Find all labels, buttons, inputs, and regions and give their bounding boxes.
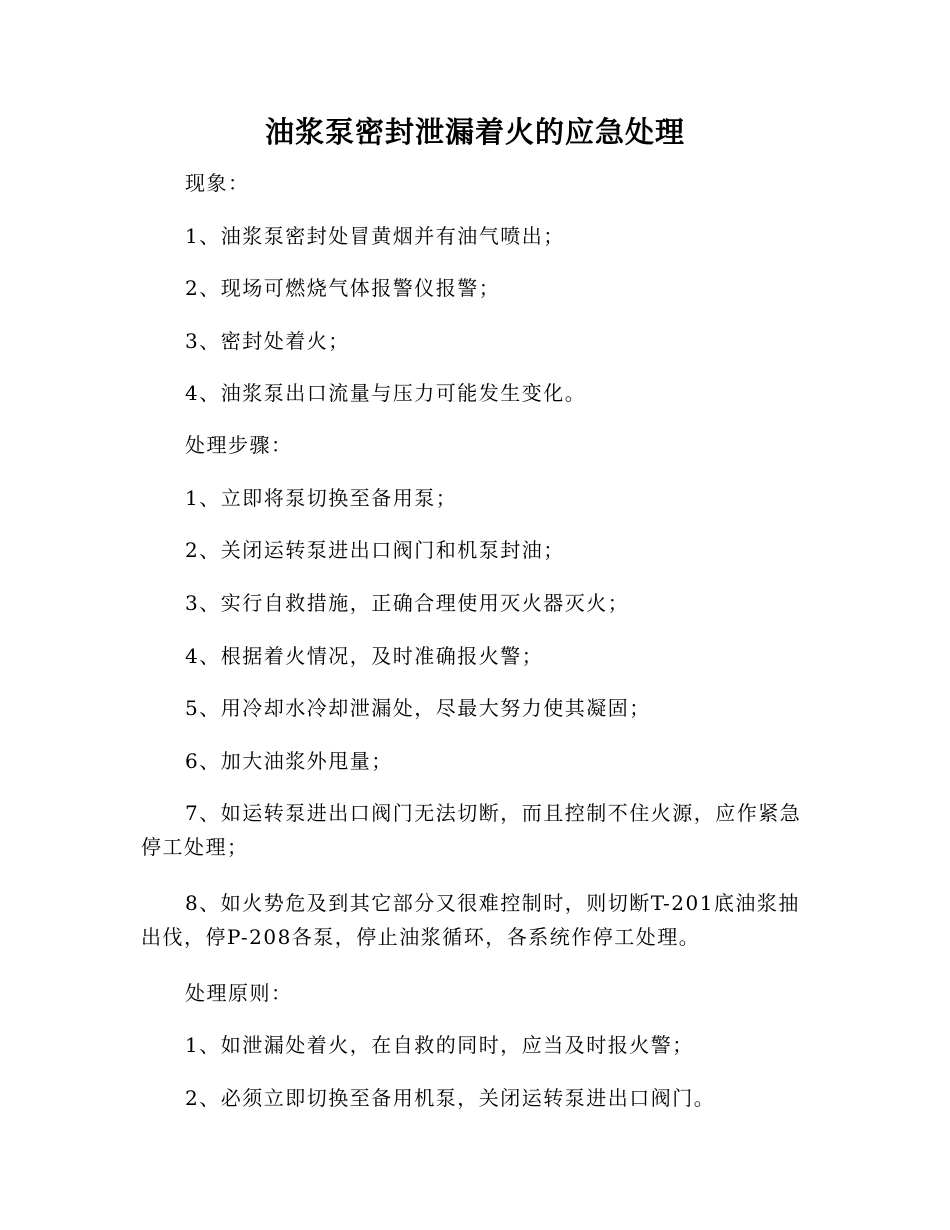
section-heading-steps: 处理步骤： (185, 433, 293, 457)
step-item-8: 8、如火势危及到其它部分又很难控制时，则切断T-201底油浆抽出伐，停P-208各泵，停止油浆循环，各系统作停工处理。 (141, 891, 800, 949)
section-heading-phenomenon: 现象： (185, 171, 250, 195)
step-item-1: 1、立即将泵切换至备用泵； (185, 486, 458, 510)
phenomenon-item-3: 3、密封处着火； (185, 329, 350, 353)
step-item-6: 6、加大油浆外甩量； (185, 749, 393, 773)
phenomenon-item-1: 1、油浆泵密封处冒黄烟并有油气喷出； (185, 224, 565, 248)
step-item-3: 3、实行自救措施，正确合理使用灭火器灭火； (185, 591, 630, 615)
step-item-7: 7、如运转泵进出口阀门无法切断，而且控制不住火源，应作紧急停工处理； (141, 801, 802, 859)
section-heading-principles: 处理原则： (185, 981, 293, 1005)
phenomenon-item-4: 4、油浆泵出口流量与压力可能发生变化。 (185, 381, 587, 405)
principle-item-1: 1、如泄漏处着火，在自救的同时，应当及时报火警； (185, 1033, 694, 1057)
document-title: 油浆泵密封泄漏着火的应急处理 (264, 115, 685, 149)
step-item-5: 5、用冷却水冷却泄漏处，尽最大努力使其凝固； (185, 696, 651, 720)
phenomenon-item-2: 2、现场可燃烧气体报警仪报警； (185, 276, 501, 300)
step-item-2: 2、关闭运转泵进出口阀门和机泵封油； (185, 538, 565, 562)
principle-item-2: 2、必须立即切换至备用机泵，关闭运转泵进出口阀门。 (185, 1086, 716, 1110)
step-item-4: 4、根据着火情况，及时准确报火警； (185, 644, 544, 668)
